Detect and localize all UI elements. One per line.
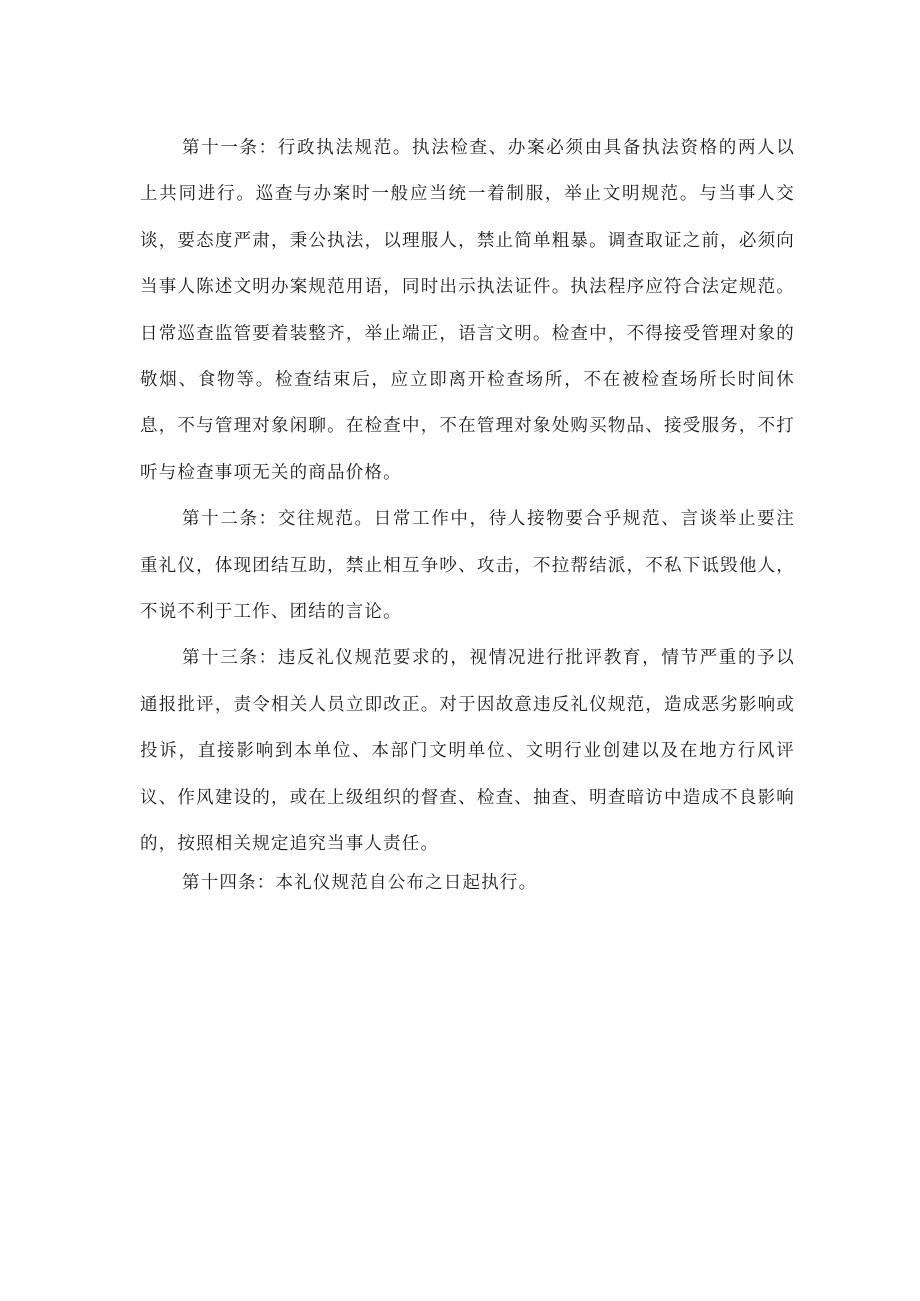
document-body bbox=[140, 125, 795, 906]
article-11-paragraph: 第十一条：行政执法规范。执法检查、办案必须由具备执法资格的两人以上共同进行。巡查与办案时一般应当统一着制服，举止文明规范。与当事人交谈，要态度严肃，秉公执法，以理服人，禁止简单粗暴。调查取证之前，必须向当事人陈述文明办案规范用语，同时出示执法证件。执法程序应符合法定规范。日常巡查监管要着装整齐，举止端正，语言文明。检查中，不得接受管理对象的敬烟、食物等。检查结束后，应立即离开检查场所，不在被检查场所长时间休息，不与管理对象闲聊。在检查中，不在管理对象处购买物品、接受服务，不打听与检查事项无关的商品价格。 bbox=[140, 138, 795, 483]
article-12-paragraph: 第十二条：交往规范。日常工作中，待人接物要合乎规范、言谈举止要注重礼仪，体现团结互助，禁止相互争吵、攻击，不拉帮结派，不私下诋毁他人，不说不利于工作、团结的言论。 bbox=[140, 509, 795, 623]
article-13-paragraph: 第十三条：违反礼仪规范要求的，视情况进行批评教育，情节严重的予以通报批评，责令相关人员立即改正。对于因故意违反礼仪规范，造成恶劣影响或投诉，直接影响到本单位、本部门文明单位、文明行业创建以及在地方行风评议、作风建设的，或在上级组织的督查、检查、抽查、明查暗访中造成不良影响的，按照相关规定追究当事人责任。 bbox=[140, 648, 795, 855]
article-14-paragraph: 第十四条：本礼仪规范自公布之日起执行。 bbox=[182, 872, 538, 893]
